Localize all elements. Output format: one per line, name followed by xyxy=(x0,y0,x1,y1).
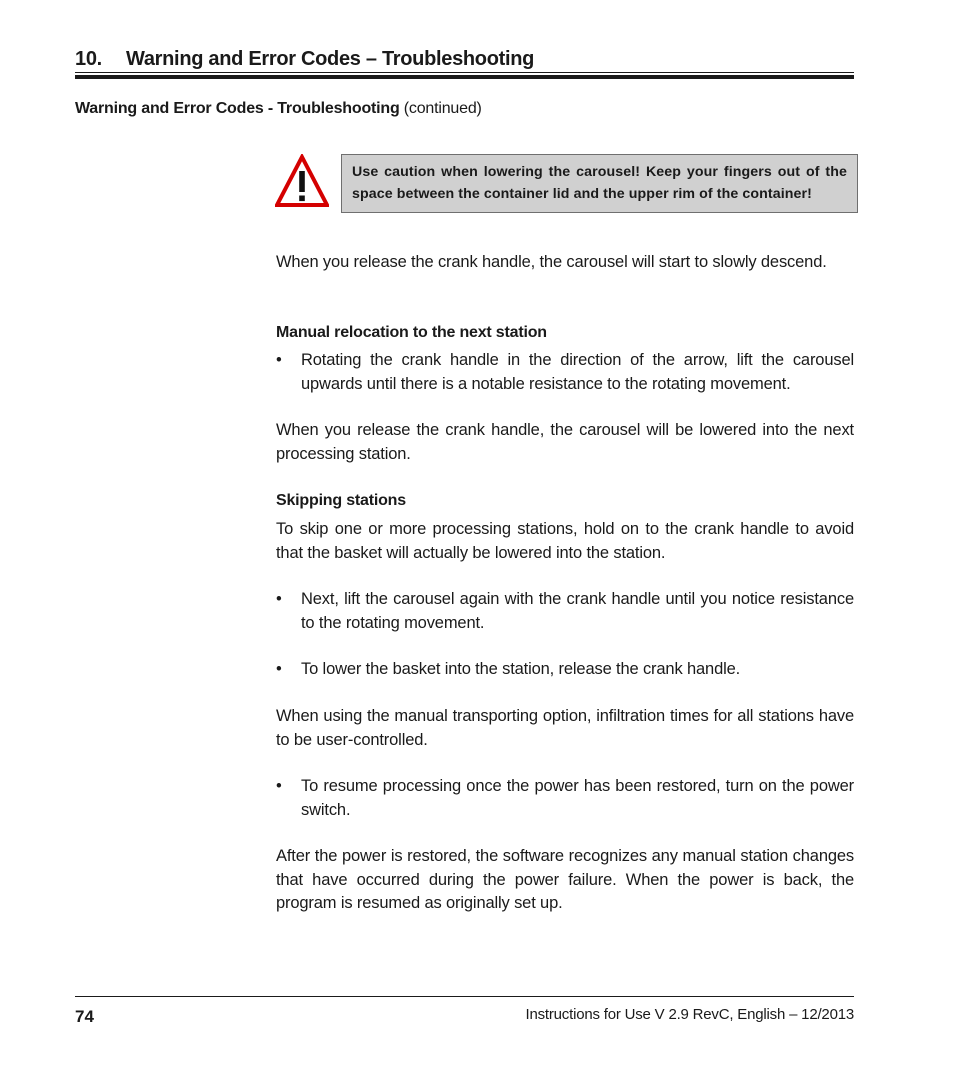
list-item xyxy=(276,588,854,635)
list-item-text: To lower the basket into the station, release the crank handle. xyxy=(301,660,741,678)
bullet-marker: • xyxy=(276,590,282,608)
page-subheading xyxy=(75,100,482,118)
header-rule-thick xyxy=(75,75,854,79)
section-number: 10. xyxy=(75,48,102,70)
header-rule-thin xyxy=(75,72,854,73)
paragraph-manual-transport: When using the manual transporting option, infiltration times for all stations have to be user-controlled. xyxy=(276,707,854,749)
bullet-marker: • xyxy=(276,660,282,678)
list-item xyxy=(276,775,854,822)
page-number: 74 xyxy=(75,1007,94,1026)
subheading-suffix: (continued) xyxy=(399,100,482,117)
heading-skipping-stations: Skipping stations xyxy=(276,492,406,509)
list-item xyxy=(276,658,854,682)
section-title: Warning and Error Codes – Troubleshooting xyxy=(126,48,535,70)
bullet-marker: • xyxy=(276,351,282,369)
list-item xyxy=(276,349,854,396)
warning-box: Use caution when lowering the carousel! Keep your fingers out of the space between the container lid and the upper rim of the container! xyxy=(341,154,858,213)
paragraph-lowered: When you release the crank handle, the carousel will be lowered into the next processing station. xyxy=(276,421,854,463)
list-item-text: To resume processing once the power has been restored, turn on the power switch. xyxy=(301,777,854,819)
footer-doc-info: Instructions for Use V 2.9 RevC, English – 12/2013 xyxy=(525,1006,854,1023)
list-item-text: Next, lift the carousel again with the crank handle until you notice resistance to the rotating movement. xyxy=(301,590,854,632)
bullet-marker: • xyxy=(276,777,282,795)
paragraph-skip: To skip one or more processing stations, hold on to the crank handle to avoid that the basket will actually be lowered into the station. xyxy=(276,520,854,562)
paragraph-power-restored: After the power is restored, the software recognizes any manual station changes that have occurred during the power failure. When the power is back, the program is resumed as originally set up. xyxy=(276,847,854,912)
footer-rule xyxy=(75,996,854,997)
warning-triangle-icon xyxy=(275,154,329,208)
subheading-bold: Warning and Error Codes - Troubleshooting xyxy=(75,100,400,117)
paragraph-descend: When you release the crank handle, the carousel will start to slowly descend. xyxy=(276,253,827,271)
heading-manual-relocation: Manual relocation to the next station xyxy=(276,324,547,341)
list-item-text: Rotating the crank handle in the direction of the arrow, lift the carousel upwards until there is a notable resistance to the rotating movement. xyxy=(301,351,854,393)
